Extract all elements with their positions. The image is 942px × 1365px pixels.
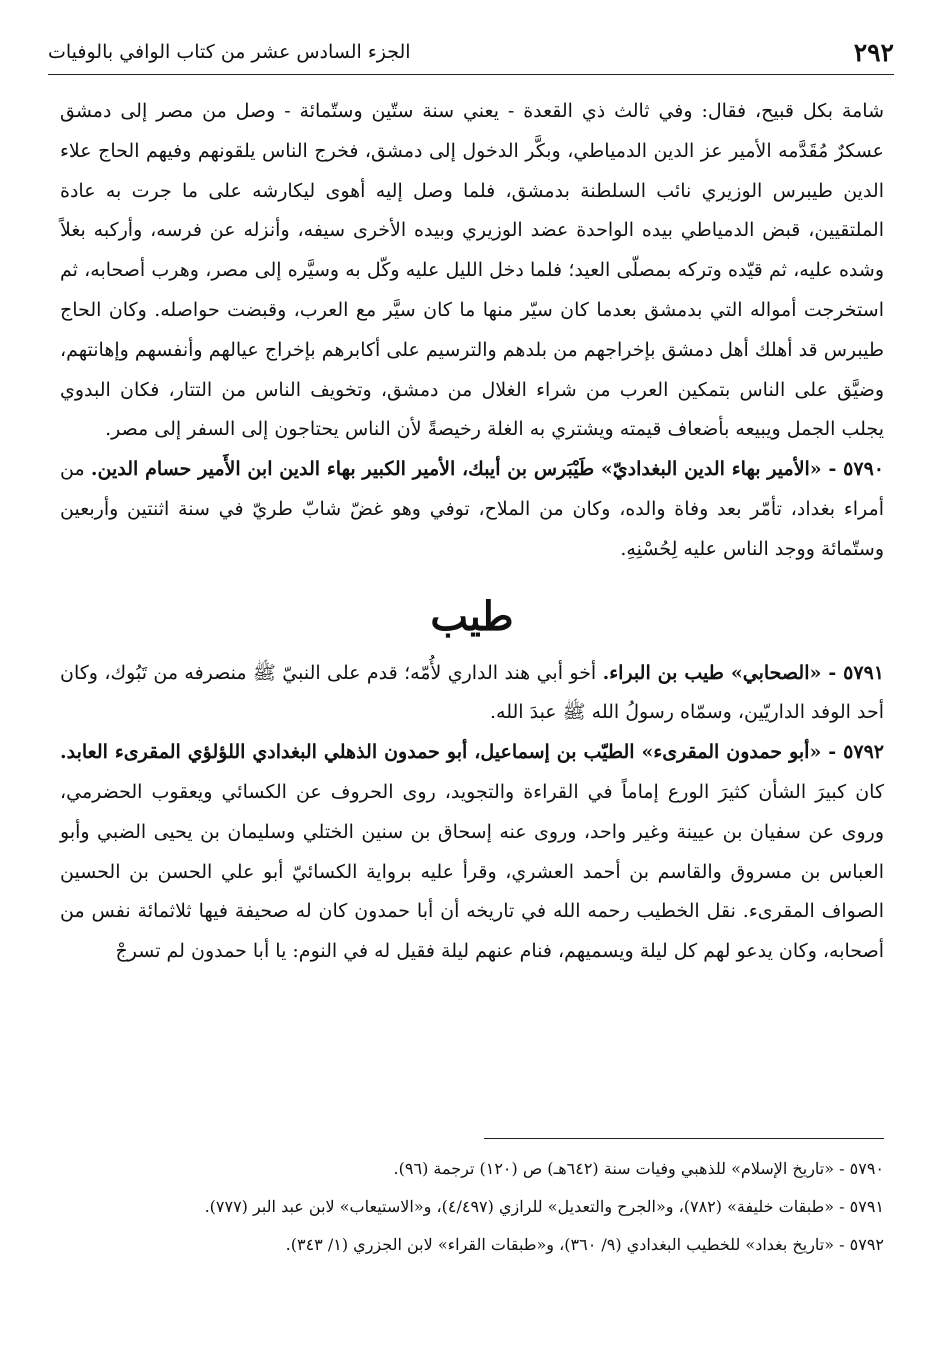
entry-5791	[60, 654, 884, 734]
page-header	[48, 30, 894, 75]
section-heading: طيب	[430, 592, 514, 640]
entry-5790-body: من أمراء بغداد، تأمّر بعد وفاة والده، وكان من الملاح، توفي وهو غضّ شابّ طريّ في سنة اثنتين وأربعين وستّمائة ووجد الناس عليه لِحُسْنِهِ.	[60, 458, 884, 560]
footnote-5791: ٥٧٩١ - «طبقات خليفة» (٧٨٢)، و«الجرح والتعديل» للرازي (٤/٤٩٧)، و«الاستيعاب» لابن عبد البر (٧٧٧).	[204, 1197, 884, 1216]
main-text	[60, 92, 884, 972]
running-title: الجزء السادس عشر من كتاب الوافي بالوفيات	[48, 41, 411, 63]
entry-5790-heading: ٥٧٩٠ - «الأمير بهاء الدين البغداديّ» طَيْبَرس بن أيبك، الأمير الكبير بهاء الدين ابن الأَمير حسام الدين.	[90, 458, 884, 481]
footnote-5792: ٥٧٩٢ - «تاريخ بغداد» للخطيب البغدادي (٩/ ٣٦٠)، و«طبقات القراء» لابن الجزري (١/ ٣٤٣).	[285, 1235, 884, 1254]
entry-5791-heading: ٥٧٩١ - «الصحابي» طيب بن البراء.	[602, 661, 884, 684]
entry-5791-body: أخو أبي هند الداري لأُمّه؛ قدم على النبيّ ﷺ منصرفه من تَبُوك، وكان أحد الوفد الداريّين، وسمّاه رسولُ الله ﷺ عبدَ الله.	[60, 661, 884, 724]
page-number: ٢٩٢	[853, 37, 894, 67]
paragraph-continuation: شامة بكل قبيح، فقال: وفي ثالث ذي القعدة - يعني سنة ستّين وستّمائة - وصل من مصر إلى دمشق عسكرٌ مُقَدَّمه الأمير عز الدين الدمياطي، وبكَّر الدخول إلى دمشق، فخرج الناس يلقونهم وفيهم الحاج علاء الدين طيبرس الوزيري نائب السلطنة بدمشق، فلما وصل إليه أهوى ليكارشه على ما جرت به عادة الملتقيين، قبض الدمياطي بيده الواحدة عضد الوزيري وبيده الأخرى سيفه، وأنزله عن فرسه، وأركبه بغلاً وشده عليه، ثم قيّده وتركه بمصلّى العيد؛ فلما دخل الليل عليه وكّل به وسيَّره إلى مصر، وهرب أصحابه، ثم استخرجت أمواله التي بدمشق بعدما كان سيّر منها ما كان سيَّر مع العرب، وقبضت حواصله. وكان الحاج طيبرس قد أهلك أهل دمشق بإخراجهم من بلدهم والترسيم على أكابرهم بإخراج عيالهم وأنفسهم وإهانتهم، وضيَّق على الناس بتمكين العرب من شراء الغلال من دمشق، وتخويف الناس من التتار، فكان البدوي يجلب الجمل ويبيعه بأضعاف قيمته ويشتري به الغلة رخيصةً لأن الناس يحتاجون إلى السفر إلى مصر.	[60, 100, 884, 441]
footnote-separator	[484, 1138, 884, 1139]
entry-5792	[60, 733, 884, 972]
entry-5790	[60, 450, 884, 569]
footnotes	[60, 1150, 884, 1264]
entry-5792-heading: ٥٧٩٢ - «أبو حمدون المقرىء» الطيّب بن إسماعيل، أبو حمدون الذهلي البغدادي اللؤلؤي المقرىء العابد.	[60, 741, 884, 764]
footnote-5790: ٥٧٩٠ - «تاريخ الإسلام» للذهبي وفيات سنة (٦٤٢هـ) ص (١٢٠) ترجمة (٩٦).	[393, 1159, 884, 1178]
entry-5792-body: كان كبيرَ الشأن كثيرَ الورع إماماً في القراءة والتجويد، روى الحروف عن الكسائي ويعقوب الحضرمي، وروى عن سفيان بن عيينة وغير واحد، وروى عنه إسحاق بن سنين الختلي وسليمان بن يحيى الضبي وأبو العباس بن مسروق والقاسم بن أحمد العشري، وقرأ عليه برواية الكسائيّ أبو علي الحسن بن الحسين الصواف المقرىء. نقل الخطيب رحمه الله في تاريخه أن أبا حمدون كان له صحيفة فيها ثلاثمائة نفس من أصحابه، وكان يدعو لهم كل ليلة ويسميهم، فنام عنهم ليلة فقيل له في النوم: يا أبا حمدون لم تسرجْ	[60, 780, 884, 963]
